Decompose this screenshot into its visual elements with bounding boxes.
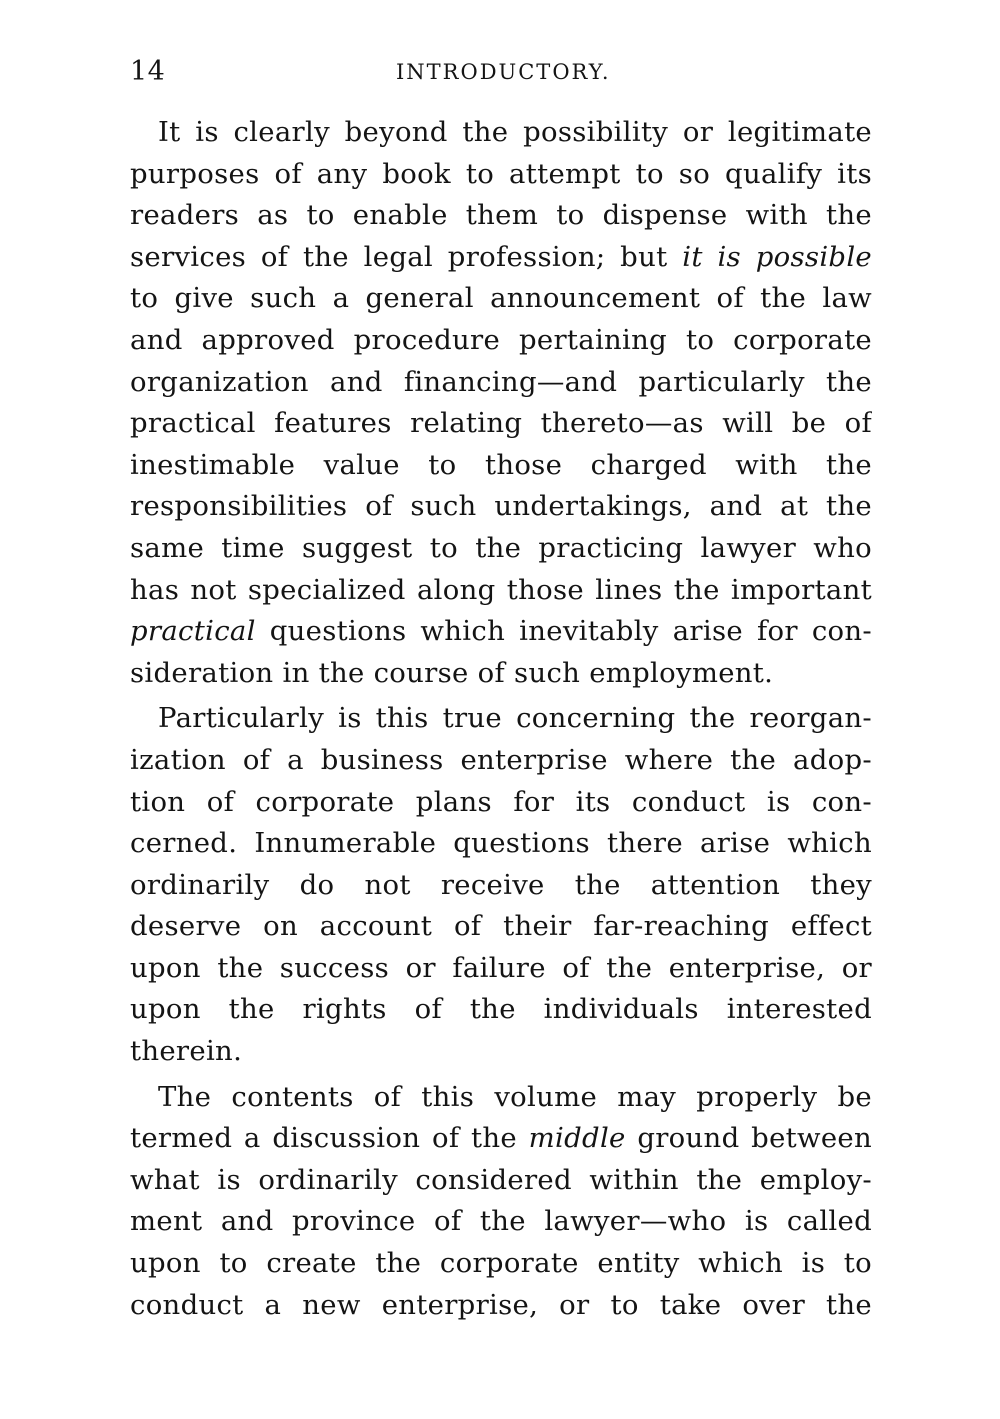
text-line: practical features relating thereto—as will be of — [130, 407, 872, 440]
text-line: practical questions which inevitably arise for con- — [130, 615, 872, 648]
text-line: organization and financing—and particularly the — [130, 365, 872, 398]
text-line: and approved procedure pertaining to corporate — [130, 323, 872, 356]
text-line: ment and province of the lawyer—who is called — [130, 1205, 872, 1238]
text-line: services of the legal profession; but it is possible — [130, 240, 872, 273]
text-line: responsibilities of such undertakings, and at the — [130, 490, 872, 523]
text-line: ordinarily do not receive the attention they — [130, 868, 872, 901]
text-line: The contents of this volume may properly be — [158, 1080, 872, 1113]
text-line: sideration in the course of such employment. — [130, 656, 774, 689]
paragraph-2 — [130, 698, 872, 1072]
text-line: readers as to enable them to dispense with the — [130, 199, 872, 232]
text-line: cerned. Innumerable questions there arise which — [130, 827, 872, 860]
paragraph-1 — [130, 112, 872, 694]
running-head: INTRODUCTORY. — [396, 60, 611, 84]
italic-emphasis: it is possible — [682, 240, 872, 273]
text-line: ization of a business enterprise where the adop- — [130, 743, 872, 776]
text-line: has not specialized along those lines the important — [130, 573, 872, 606]
text-line: upon to create the corporate entity which is to — [130, 1247, 872, 1280]
text-line: deserve on account of their far-reaching effect — [130, 910, 872, 943]
text-line: to give such a general announcement of the law — [130, 282, 872, 315]
text-line: same time suggest to the practicing lawyer who — [130, 531, 872, 564]
paragraph-3 — [130, 1077, 872, 1327]
page-number: 14 — [130, 56, 166, 87]
text-line: purposes of any book to attempt to so qualify its — [130, 157, 872, 190]
text-line: tion of corporate plans for its conduct is con- — [130, 785, 872, 818]
text-line: It is clearly beyond the possibility or legitimate — [158, 116, 872, 148]
text-line: therein. — [130, 1035, 243, 1068]
italic-emphasis: practical — [130, 615, 256, 648]
text-line: what is ordinarily considered within the employ- — [130, 1163, 872, 1196]
body-text — [130, 112, 872, 1330]
text-line: Particularly is this true concerning the reorgan- — [158, 702, 872, 735]
text-line: upon the rights of the individuals interested — [130, 993, 872, 1026]
italic-emphasis: middle — [528, 1122, 626, 1155]
text-line: termed a discussion of the middle ground between — [130, 1122, 872, 1155]
text-line: upon the success or failure of the enterprise, or — [130, 951, 872, 984]
text-line: conduct a new enterprise, or to take over the — [130, 1288, 872, 1321]
text-line: inestimable value to those charged with the — [130, 448, 872, 481]
